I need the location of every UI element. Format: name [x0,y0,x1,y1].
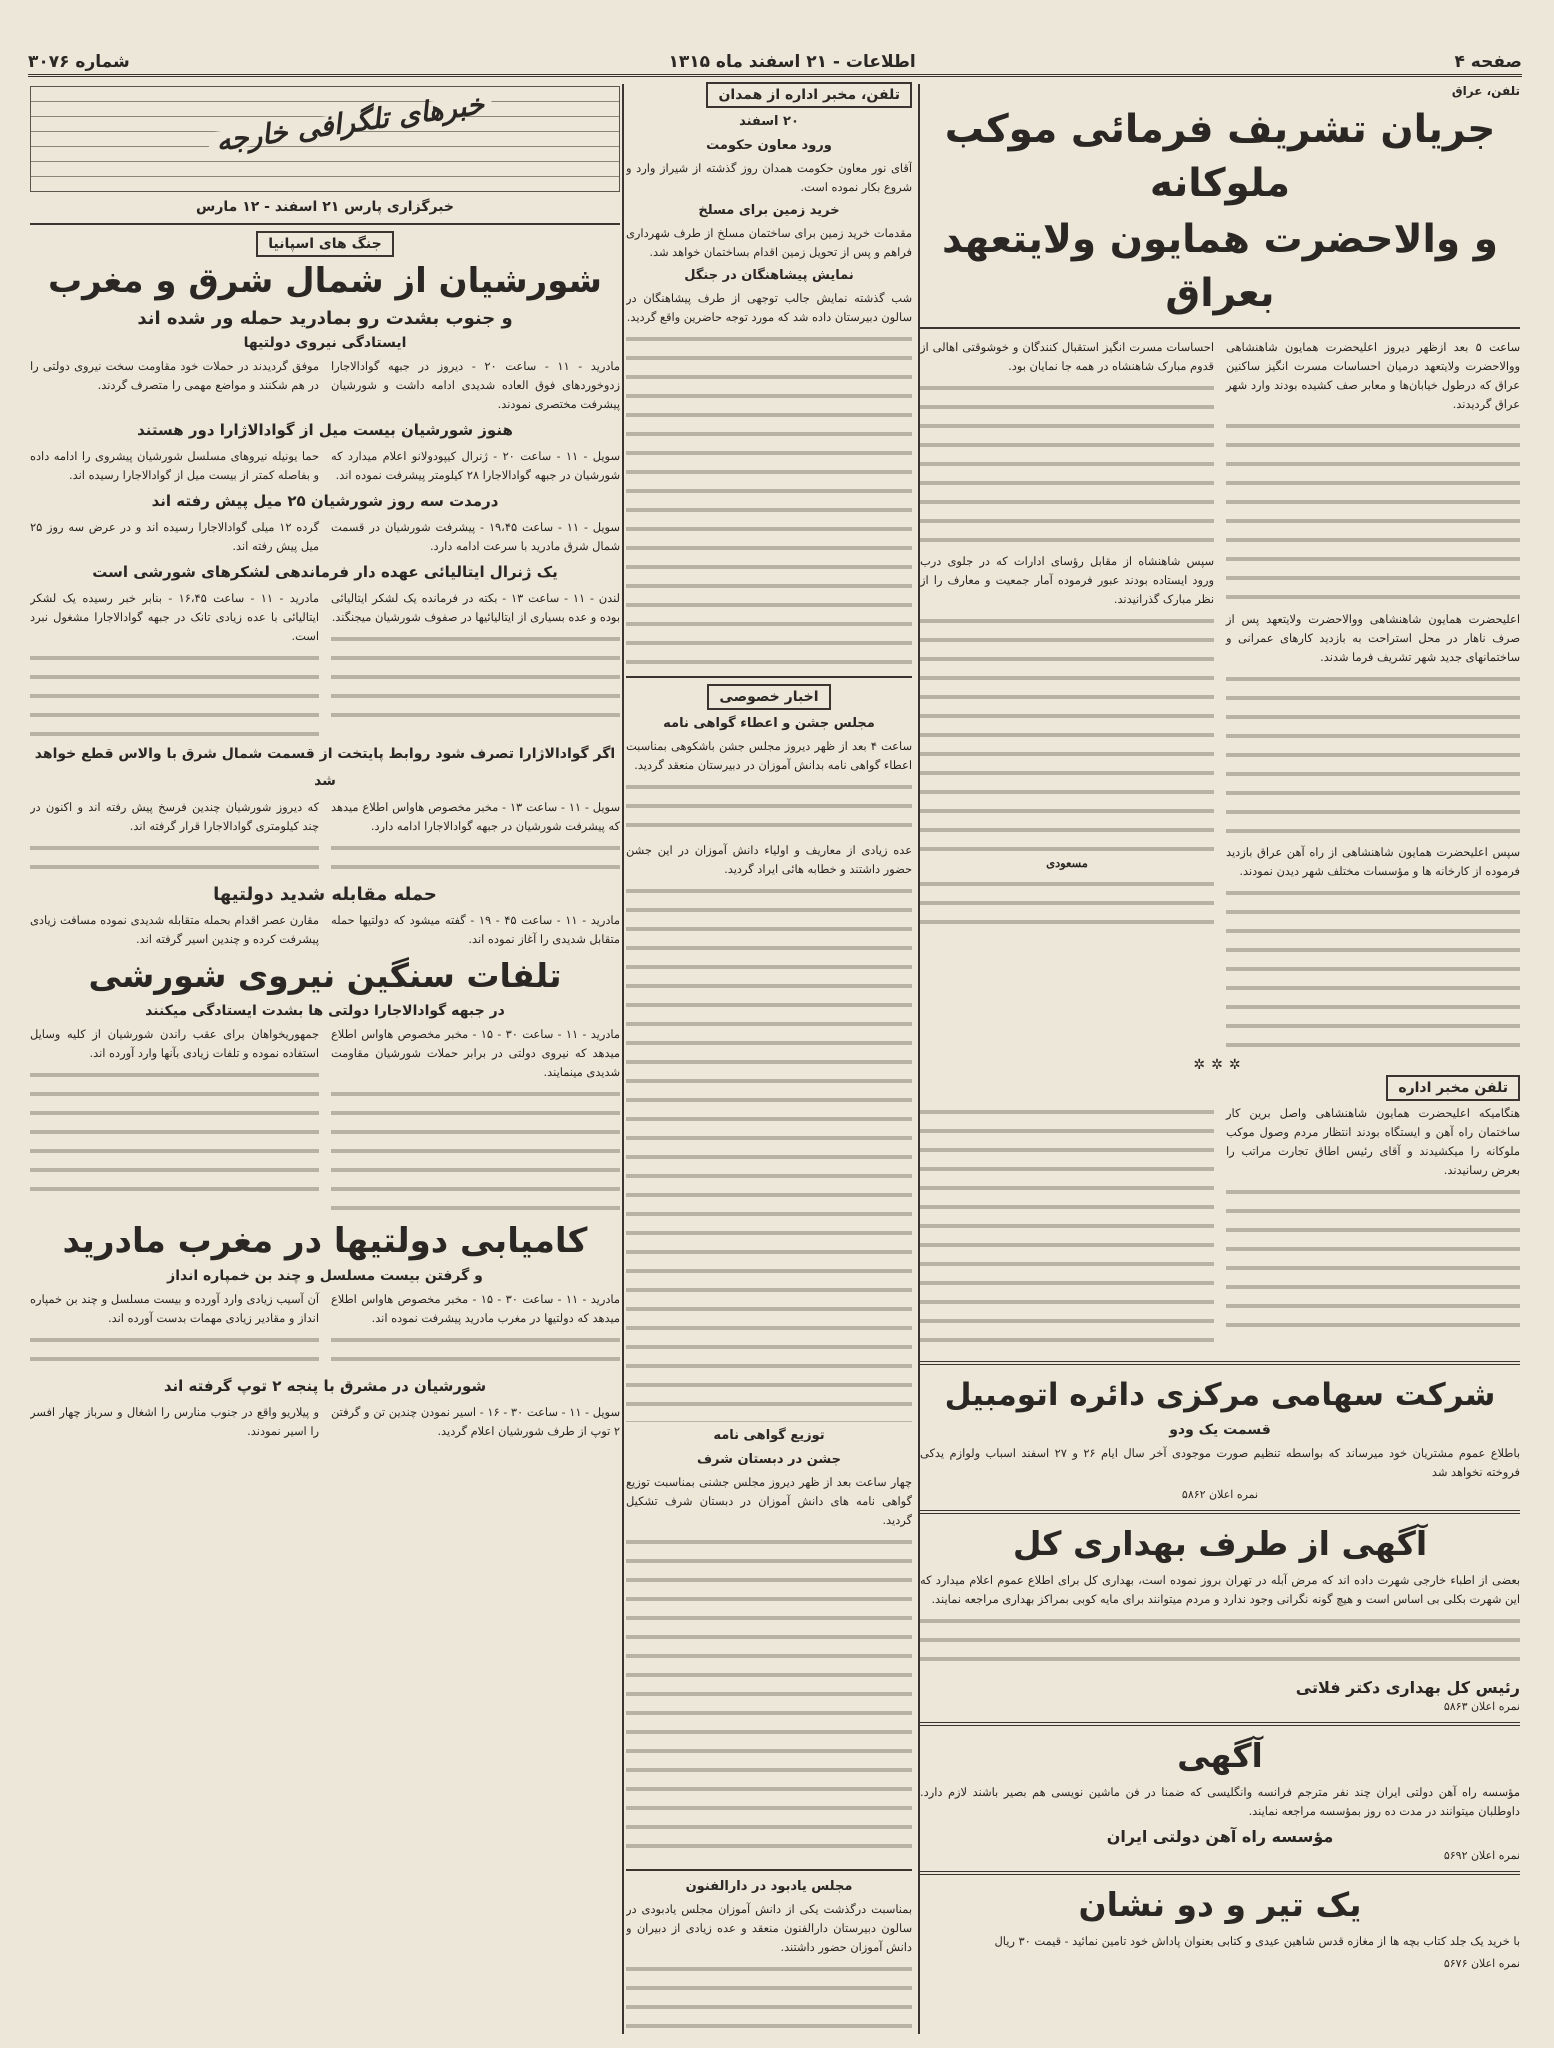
news-paragraph: آقای نور معاون حکومت همدان روز گذشته از شیراز وارد و شروع بکار نموده است. [626,161,912,194]
article-paragraph: ساعت ۵ بعد ازظهر دیروز اعلیحضرت همایون شاهنشاهی ووالاحضرت ولایتعهد درمیان احساسات مسرت انگیز ساکنین عراق که درطول خیابان‌ها و معابر صف کشیده بودند وارد شهر عراق گردیدند. [1226,340,1520,411]
masthead [28,50,1522,77]
news-paragraph: مقدمات خرید زمین برای ساختمان مسلخ از طرف شهرداری فراهم و پس از تحویل زمین اقدام بساختمان خواهد شد. [626,226,912,259]
news-paragraph: حما یونیله نیروهای مسلسل شورشیان پیشروی را ادامه داده و بفاصله کمتر از بیست میل از گوادالاجارا رسیده اند. [30,449,319,482]
news-date: ۲۰ اسفند [739,114,799,129]
news-paragraph: مقارن عصر اقدام بحمله متقابله شدیدی نموده مسافت زیادی پیشرفت کرده و چندین اسیر گرفته اند. [30,913,319,946]
column-hamedan-news [626,82,912,2040]
banner-title: خبرهای تلگرافی خارجه [207,93,493,152]
headline-sub: در جبهه گوادالاجارا دولتی ها بشدت ایستادگی میکنند [145,1003,505,1019]
news-paragraph: که دیروز شورشیان چندین فرسخ پیش رفته اند و اکنون در چند کیلومتری گوادالاجارا قرار گرفته اند. [30,800,319,833]
headline-sub: و جنوب بشدت رو بمادرید حمله ور شده اند [137,308,513,329]
news-paragraph: عده زیادی از معاریف و اولیاء دانش آموزان در این جشن حضور داشتند و خطابه هائی ایراد گردید. [626,843,912,876]
news-headline: جشن در دبستان شرف [696,1452,842,1467]
article-paragraph: سپس شاهنشاه از مقابل رؤسای ادارات که در جلوی درب ورود ایستاده بودند عبور فرموده آمار جمعیت و معارف را از نظر مبارک گذرانیدند. [920,554,1214,606]
subsection-label: تلفن مخبر اداره [1386,1075,1520,1101]
ad-signature: رئیس کل بهداری دکتر فلاتی [1295,1678,1520,1697]
section-label: اخبار خصوصی [707,684,830,710]
ad-reference: نمره اعلان ۵۶۹۲ [1443,1849,1520,1862]
ad-body: با خرید یک جلد کتاب بچه ها از مغازه قدس شاهین عیدی و کتابی بعنوان پاداش خود تامین نمائید - قیمت ۳۰ ریال [994,1934,1520,1948]
page-number: صفحه ۴ [1454,52,1522,72]
ad-signature: مؤسسه راه آهن دولتی ایران [1106,1827,1334,1846]
newspaper-date: اطلاعات - ۲۱ اسفند ماه ۱۳۱۵ [668,52,916,72]
headline: یک ژنرال ایتالیائی عهده دار فرماندهی لشکرهای شورشی است [92,563,558,581]
news-paragraph: شب گذشته نمایش جالب توجهی از طرف پیشاهنگان در سالون دبیرستان داده شد که مورد توجه حاضرین واقع گردید. [626,291,912,324]
column-header: تلفن، مخبر اداره از همدان [706,82,912,108]
news-paragraph: چهار ساعت بعد از ظهر دیروز مجلس جشنی بمناسبت توزیع گواهی نامه های دانش آموزان در دبستان شرف تشکیل گردید. [626,1475,912,1527]
news-paragraph: سویل - ۱۱ - ساعت ۱۳ - مخبر مخصوص هاواس اطلاع میدهد که پیشرفت شورشیان در جبهه گوادالاجارا ادامه دارد. [331,800,620,833]
headline: حمله مقابله شدید دولتیها [213,884,437,905]
news-paragraph: جمهوریخواهان برای عقب راندن شورشیان از کلیه وسایل استفاده نموده و تلفات زیادی بآنها وارد آورده اند. [30,1027,319,1060]
article-author: مسعودی [1046,856,1088,870]
news-headline: توزیع گواهی نامه [713,1428,825,1443]
royal-visit-body [920,335,1520,1056]
headline: شورشیان از شمال شرق و مغرب [47,261,602,301]
news-paragraph: ساعت ۴ بعد از ظهر دیروز مجلس جشن باشکوهی بمناسبت اعطاء گواهی نامه بدانش آموزان در دبیرستان منعقد گردید. [626,739,912,772]
section-label: جنگ های اسپانیا [256,231,393,257]
headline-sub: و گرفتن بیست مسلسل و چند بن خمپاره انداز [167,1268,483,1284]
news-headline: خرید زمین برای مسلخ [698,203,840,218]
ad-title: یک تیر و دو نشان [1078,1885,1362,1924]
article-paragraph: احساسات مسرت انگیز استقبال کنندگان و خوشوقتی اهالی از قدوم مبارک شاهنشاه در همه جا نمایان بود. [920,340,1214,373]
ad-reference: نمره اعلان ۵۸۶۳ [1443,1700,1520,1713]
news-paragraph: مادرید - ۱۱ - ساعت ۴۵ - ۱۹ - گفته میشود که دولتیها حمله متقابل شدیدی را آغاز نموده اند. [331,913,620,946]
ad-body: مؤسسه راه آهن دولتی ایران چند نفر مترجم فرانسه وانگلیسی که ضمنا در فن ماشین نویسی هم بصیر باشند لازم دارد. داوطلبان میتوانند در مدت ده روز بمؤسسه مراجعه نمایند. [920,1785,1520,1818]
ad-body: باطلاع عموم مشتریان خود میرساند که بواسطه تنظیم صورت موجودی آخر سال ایام ۲۶ و ۲۷ اسفند اسباب ولوازم یدکی فروخته نخواهد شد [920,1446,1520,1479]
ad-reference: نمره اعلان ۵۶۷۶ [1443,1957,1520,1970]
headline: اگر گوادالاژارا تصرف شود روابط پایتخت از قسمت شمال شرق با والاس قطع خواهد شد [34,746,616,789]
ad-subtitle: قسمت یک ودو [1169,1422,1271,1438]
headline-sub: ایستادگی نیروی دولتیها [243,335,407,351]
news-paragraph: مادرید - ۱۱ - ساعت ۳۰ - ۱۵ - مخبر مخصوص هاواس اطلاع میدهد که دولتیها در مغرب مادرید پیشرفت نموده اند. [331,1292,620,1325]
ad-reference: نمره اعلان ۵۸۶۲ [1181,1488,1259,1501]
section-divider: ✲✲✲ [1193,1057,1247,1073]
main-headline-line-1: جریان تشریف فرمائی موکب ملوکانه [944,107,1496,206]
news-paragraph: موفق گردیدند در حملات خود مقاومت سخت نیروی دولتی را در هم شکنند و مواضع مهمی را متصرف گردند. [30,359,319,392]
column-rule-left [622,84,624,2034]
news-paragraph: سویل - ۱۱ - ساعت ۱۹،۴۵ - پیشرفت شورشیان در قسمت شمال شرق مادرید با سرعت ادامه دارد. [331,520,620,553]
ad-railway [920,1732,1520,1865]
news-agency-dateline: خبرگزاری پارس ۲۱ اسفند - ۱۲ مارس [196,199,454,215]
article-paragraph: هنگامیکه اعلیحضرت همایون شاهنشاهی واصل برین کار ساختمان راه آهن و ایستگاه بودند انتظار مردم وصول موکب ملوکانه را میکشیدند و آقای رئیس اطاق تجارت مراتب را بعرض رسانیدند. [1226,1106,1520,1177]
news-headline: مجلس یادبود در دارالفنون [685,1879,853,1894]
news-headline: نمایش پیشاهنگان در جنگل [684,268,854,283]
dateline: تلفن، عراق [1451,84,1520,98]
column-foreign-telegrams [30,82,620,2040]
news-paragraph: بمناسبت درگذشت یکی از دانش آموزان مجلس یادبودی در سالون دبیرستان دارالفنون منعقد و عده زیادی از دبیران و دانش آموزان حضور داشتند. [626,1902,912,1954]
ad-title: آگهی [1177,1736,1263,1775]
headline: کامیابی دولتیها در مغرب مادرید [62,1221,588,1261]
news-paragraph: و پیلاریو واقع در جنوب منارس را اشغال و سرباز چهار افسر را اسیر نمودند. [30,1405,319,1438]
article-paragraph: سپس اعلیحضرت همایون شاهنشاهی از راه آهن عراق بازدید فرموده از کارخانه ها و مؤسسات مختلف شهر دیدن نمودند. [1226,845,1520,878]
news-headline: ورود معاون حکومت [706,138,832,153]
main-headline-line-2: و والاحضرت همایون ولایتعهد بعراق [942,217,1498,316]
news-paragraph: مادرید - ۱۱ - ساعت ۱۶،۴۵ - بنابر خبر رسیده یک لشکر ایتالیائی با عده زیادی تانک در جبهه گوادالاجارا مشغول نبرد است. [30,591,319,643]
ad-health-department [920,1520,1520,1716]
headline: هنوز شورشیان بیست میل از گوادالاژارا دور هستند [137,421,513,439]
ad-title: شرکت سهامی مرکزی دائره اتومبیل [944,1377,1496,1413]
headline: درمدت سه روز شورشیان ۲۵ میل پیش رفته اند [151,492,499,510]
column-royal-visit [920,82,1520,2040]
news-headline: مجلس جشن و اعطاء گواهی نامه [663,716,875,731]
news-paragraph: مادرید - ۱۱ - ساعت ۳۰ - ۱۵ - مخبر مخصوص هاواس اطلاع میدهد که نیروی دولتی در برابر حملات شورشیان مقاومت شدیدی مینمایند. [331,1027,620,1079]
issue-number: شماره ۳۰۷۶ [28,52,130,72]
news-paragraph: لندن - ۱۱ - ساعت ۱۳ - بکته در فرمانده یک لشکر ایتالیائی بوده و عده بسیاری از ایتالیائیها در صفوف شورشیان میجنگند. [331,591,620,624]
article-paragraph: اعلیحضرت همایون شاهنشاهی ووالاحضرت ولایتعهد پس از صرف ناهار در محل استراحت به بازدید کارهای عمرانی و ساختمانهای جدید شهر تشریف فرما شدند. [1226,612,1520,664]
news-paragraph: سویل - ۱۱ - ساعت ۲۰ - ژنرال کیپودولانو اعلام میدارد که شورشیان در جبهه گوادالاجارا ۲۸ کیلومتر پیشرفت نموده اند. [331,449,620,482]
ad-book-shop [920,1881,1520,1973]
news-paragraph: سویل - ۱۱ - ساعت ۳۰ - ۱۶ - اسیر نمودن چندین تن و گرفتن ۲ توپ از طرف شورشیان اعلام گردید. [331,1405,620,1438]
ad-body: بعضی از اطباء خارجی شهرت داده اند که مرض آبله در تهران بروز نموده است، بهداری کل برای اطلاع عموم اعلام میدارد که این شهرت بکلی بی اساس است و هیچ گونه نگرانی وجود ندارد و مردم میتوانند برای مایه کوبی بمراکز بهداری مراجعه نمایند. [920,1573,1520,1606]
news-paragraph: آن آسیب زیادی وارد آورده و بیست مسلسل و چند بن خمپاره انداز و مقادیر زیادی مهمات بدست آورده اند. [30,1292,319,1325]
foreign-telegrams-banner [30,86,620,192]
headline: شورشیان در مشرق با پنجه ۲ توپ گرفته اند [163,1377,487,1395]
news-paragraph: مادرید - ۱۱ - ساعت ۲۰ - دیروز در جبهه گوادالاجارا زدوخوردهای فوق العاده شدیدی ادامه داشت و شورشیان پیشرفت مختصری نمودند. [331,359,620,411]
ad-automobile-company [920,1371,1520,1504]
headline: تلفات سنگین نیروی شورشی [88,956,562,995]
news-paragraph: گرده ۱۲ میلی گوادالاجارا رسیده اند و در عرض سه روز ۲۵ میل پیش رفته اند. [30,520,319,553]
ad-title: آگهی از طرف بهداری کل [1012,1524,1428,1563]
